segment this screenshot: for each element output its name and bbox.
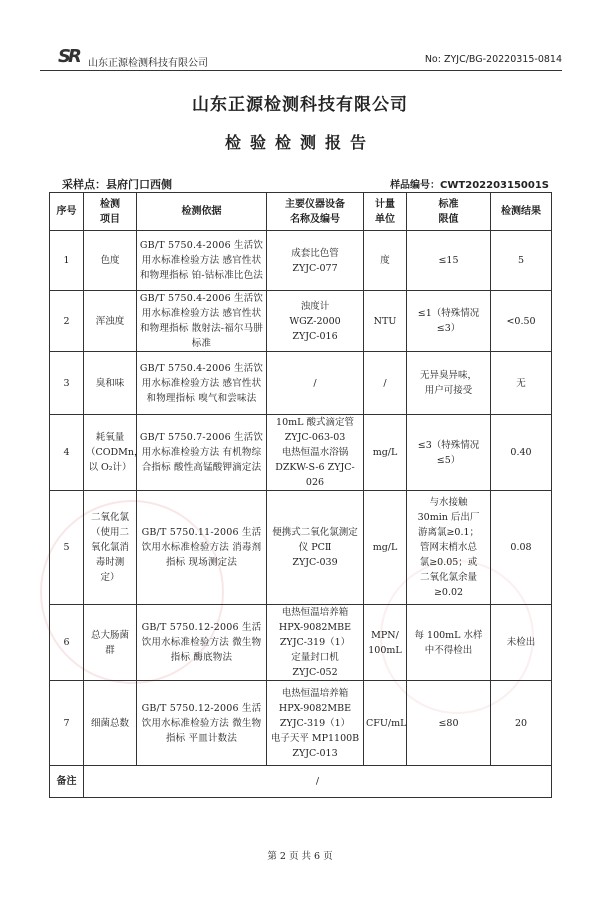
col-header-equipment: 主要仪器设备 名称及编号 — [267, 193, 364, 231]
test-basis-cell: GB/T 5750.4-2006 生活饮用水标准检验方法 感官性状和物理指标 散射法-福尔马肼标准 — [137, 291, 267, 352]
equipment-cell: 10mL 酸式滴定管 ZYJC-063-03 电热恒温水浴锅 DZKW-S-6 ZYJC-026 — [267, 415, 364, 491]
equipment-cell: / — [267, 352, 364, 415]
row-number-cell: 7 — [50, 681, 84, 766]
equipment-cell: 电热恒温培养箱 HPX-9082MBE ZYJC-319（1） 电子天平 MP1100B ZYJC-013 — [267, 681, 364, 766]
col-header-limit: 标准 限值 — [407, 193, 491, 231]
remark-value: / — [84, 766, 552, 798]
test-result-cell: 无 — [491, 352, 552, 415]
standard-limit-cell: ≤80 — [407, 681, 491, 766]
row-number-cell: 6 — [50, 605, 84, 681]
col-header-result: 检测结果 — [491, 193, 552, 231]
sampling-point: 采样点：县府门口西侧 — [62, 178, 172, 191]
equipment-cell: 成套比色管 ZYJC-077 — [267, 231, 364, 291]
test-result-cell: 未检出 — [491, 605, 552, 681]
test-item-cell: 臭和味 — [84, 352, 137, 415]
equipment-cell: 浊度计 WGZ-2000 ZYJC-016 — [267, 291, 364, 352]
company-logo: SR — [58, 46, 79, 67]
row-number-cell: 4 — [50, 415, 84, 491]
table-row — [50, 415, 552, 491]
standard-limit-cell: ≤3（特殊情况≤5） — [407, 415, 491, 491]
col-header-item: 检测 项目 — [84, 193, 137, 231]
test-result-cell: 5 — [491, 231, 552, 291]
table-row — [50, 291, 552, 352]
row-number-cell: 1 — [50, 231, 84, 291]
test-item-cell: 浑浊度 — [84, 291, 137, 352]
test-basis-cell: GB/T 5750.7-2006 生活饮用水标准检验方法 有机物综合指标 酸性高锰酸钾滴定法 — [137, 415, 267, 491]
unit-cell: / — [364, 352, 407, 415]
sample-number: 样品编号：CWT20220315001S — [390, 180, 549, 191]
unit-cell: mg/L — [364, 491, 407, 605]
test-item-cell: 总大肠菌 群 — [84, 605, 137, 681]
standard-limit-cell: 与水接触 30min 后出厂 游离氯≥0.1； 管网末梢水总 氯≥0.05；或 二氧化氯余量 ≥0.02 — [407, 491, 491, 605]
row-number-cell: 3 — [50, 352, 84, 415]
test-item-cell: 二氧化氯 （使用二 氧化氯消 毒时测 定） — [84, 491, 137, 605]
table-row — [50, 491, 552, 605]
test-basis-cell: GB/T 5750.12-2006 生活饮用水标准检验方法 微生物指标 酶底物法 — [137, 605, 267, 681]
page-header — [40, 48, 562, 71]
test-result-cell: <0.50 — [491, 291, 552, 352]
test-item-cell: 细菌总数 — [84, 681, 137, 766]
unit-cell: CFU/mL — [364, 681, 407, 766]
table-header-row — [50, 193, 552, 231]
col-header-unit: 计量 单位 — [364, 193, 407, 231]
test-result-cell: 0.40 — [491, 415, 552, 491]
table-row — [50, 681, 552, 766]
test-basis-cell: GB/T 5750.4-2006 生活饮用水标准检验方法 感官性状和物理指标 嗅气和尝味法 — [137, 352, 267, 415]
report-title: 检验检测报告 — [224, 133, 375, 152]
unit-cell: MPN/ 100mL — [364, 605, 407, 681]
remark-row — [50, 766, 552, 798]
results-table — [49, 192, 552, 798]
unit-cell: 度 — [364, 231, 407, 291]
test-basis-cell: GB/T 5750.4-2006 生活饮用水标准检验方法 感官性状和物理指标 铂-钴标准比色法 — [137, 231, 267, 291]
table-row — [50, 231, 552, 291]
company-title: 山东正源检测科技有限公司 — [192, 95, 408, 115]
header-company-name: 山东正源检测科技有限公司 — [88, 58, 208, 69]
table-row — [50, 605, 552, 681]
standard-limit-cell: ≤15 — [407, 231, 491, 291]
report-number: No: ZYJC/BG-20220315-0814 — [424, 54, 562, 65]
standard-limit-cell: 无异臭异味， 用户可接受 — [407, 352, 491, 415]
test-basis-cell: GB/T 5750.12-2006 生活饮用水标准检验方法 微生物指标 平皿计数法 — [137, 681, 267, 766]
test-result-cell: 20 — [491, 681, 552, 766]
page-number: 第 2 页 共 6 页 — [267, 851, 333, 862]
remark-label: 备注 — [50, 766, 84, 798]
equipment-cell: 便携式二氧化氯测定仪 PCⅡ ZYJC-039 — [267, 491, 364, 605]
test-basis-cell: GB/T 5750.11-2006 生活饮用水标准检验方法 消毒剂指标 现场测定法 — [137, 491, 267, 605]
equipment-cell: 电热恒温培养箱 HPX-9082MBE ZYJC-319（1） 定量封口机 ZYJC-052 — [267, 605, 364, 681]
col-header-no: 序号 — [50, 193, 84, 231]
test-result-cell: 0.08 — [491, 491, 552, 605]
test-item-cell: 色度 — [84, 231, 137, 291]
unit-cell: mg/L — [364, 415, 407, 491]
table-row — [50, 352, 552, 415]
standard-limit-cell: 每 100mL 水样 中不得检出 — [407, 605, 491, 681]
unit-cell: NTU — [364, 291, 407, 352]
standard-limit-cell: ≤1（特殊情况≤3） — [407, 291, 491, 352]
test-item-cell: 耗氧量 （CODMn， 以 O₂计） — [84, 415, 137, 491]
row-number-cell: 2 — [50, 291, 84, 352]
col-header-basis: 检测依据 — [137, 193, 267, 231]
row-number-cell: 5 — [50, 491, 84, 605]
